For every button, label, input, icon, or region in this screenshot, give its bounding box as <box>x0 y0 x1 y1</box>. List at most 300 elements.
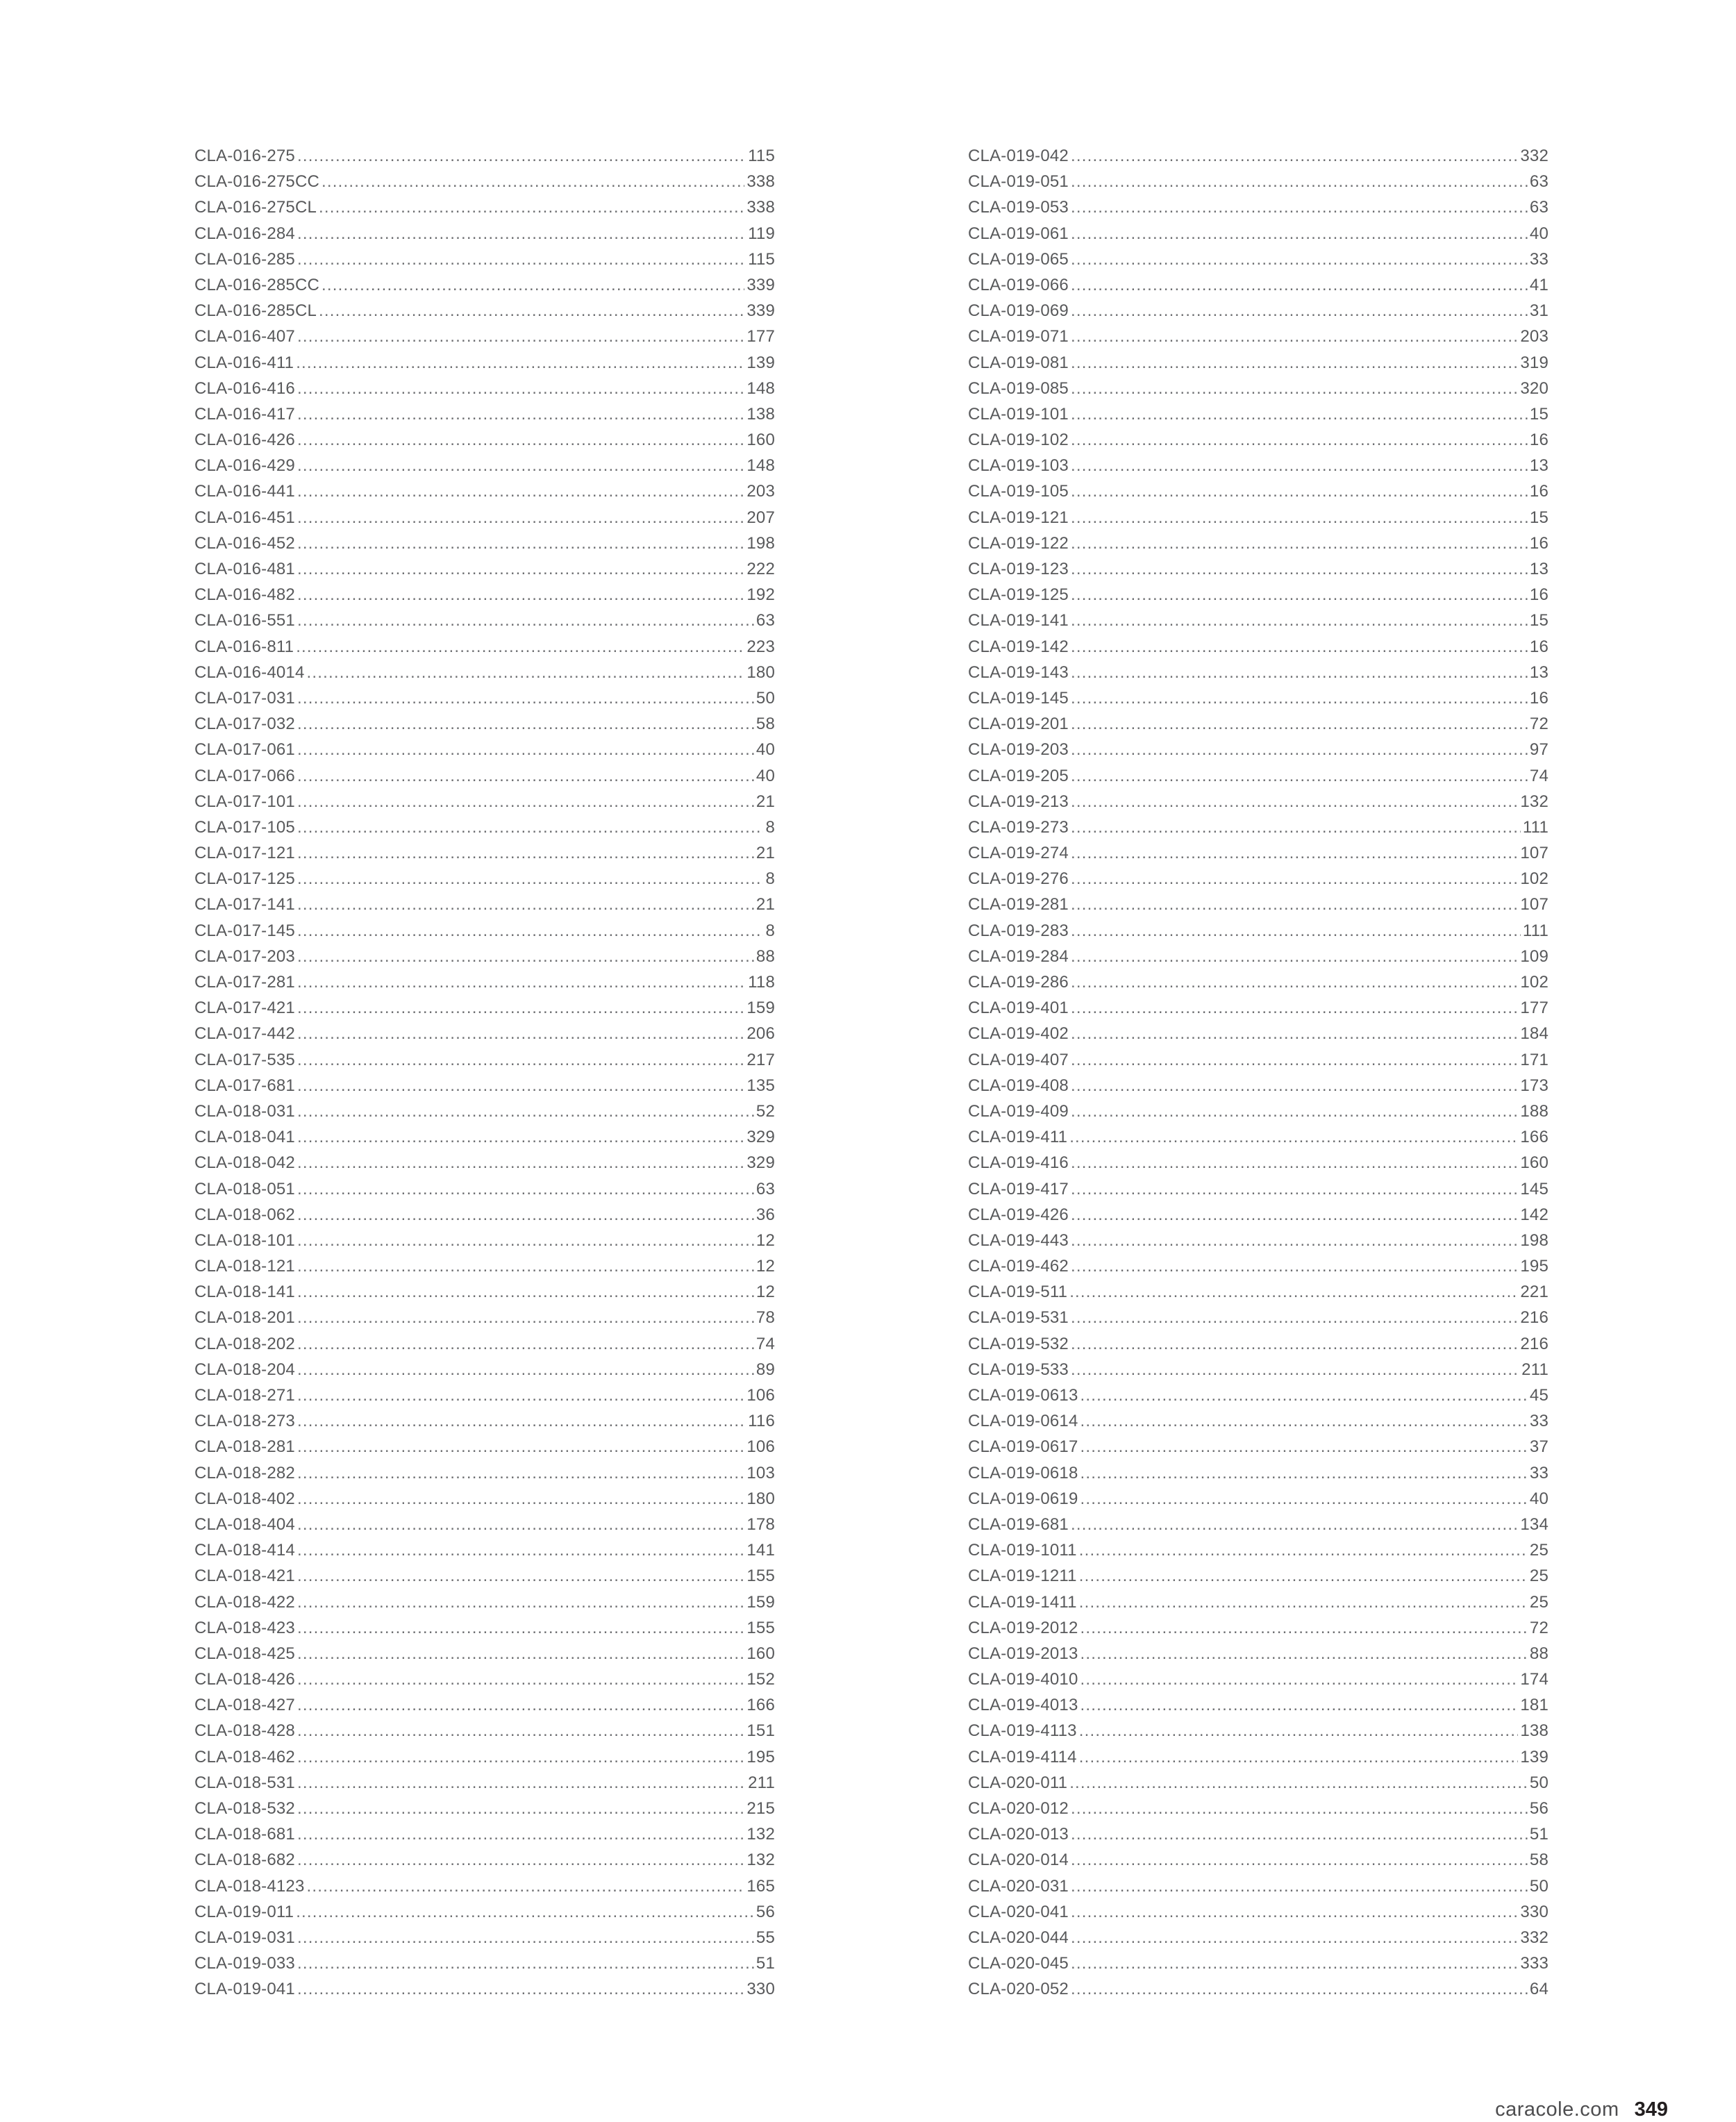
item-code: CLA-016-426 <box>194 431 295 450</box>
dot-leader <box>1080 1460 1528 1486</box>
dot-leader <box>1071 660 1528 685</box>
item-code: CLA-016-811 <box>194 637 294 656</box>
index-entry <box>194 1305 775 1330</box>
item-code: CLA-019-205 <box>968 766 1069 785</box>
index-entry <box>194 1021 775 1046</box>
page-reference: 177 <box>1520 999 1549 1018</box>
item-code: CLA-018-421 <box>194 1567 295 1586</box>
page-reference: 40 <box>756 766 775 785</box>
index-entry <box>968 324 1549 349</box>
dot-leader <box>1071 995 1518 1021</box>
page-reference: 135 <box>746 1076 775 1095</box>
index-entry <box>194 737 775 762</box>
dot-leader <box>1071 1228 1518 1253</box>
dot-leader <box>297 221 746 247</box>
item-code: CLA-018-422 <box>194 1592 295 1612</box>
index-entry <box>194 556 775 582</box>
index-entry <box>968 866 1549 892</box>
page-reference: 138 <box>1520 1721 1549 1741</box>
item-code: CLA-020-031 <box>968 1876 1069 1896</box>
item-code: CLA-020-041 <box>968 1902 1069 1921</box>
dot-leader <box>297 814 763 840</box>
page-reference: 339 <box>746 301 775 321</box>
dot-leader <box>1071 582 1528 608</box>
item-code: CLA-016-275CL <box>194 198 317 217</box>
dot-leader <box>297 918 763 944</box>
index-entry <box>968 1357 1549 1382</box>
index-entry <box>194 427 775 453</box>
page-reference: 148 <box>746 378 775 398</box>
page-reference: 78 <box>756 1308 775 1328</box>
page-reference: 211 <box>1521 1360 1549 1379</box>
dot-leader <box>1071 376 1518 401</box>
index-entry <box>968 1512 1549 1537</box>
index-entry <box>968 505 1549 530</box>
item-code: CLA-019-121 <box>968 508 1069 527</box>
page-reference: 33 <box>1529 1412 1549 1431</box>
index-entry <box>194 1098 775 1124</box>
dot-leader <box>297 1666 744 1692</box>
index-entry <box>968 763 1549 789</box>
index-entry <box>194 1641 775 1666</box>
item-code: CLA-019-532 <box>968 1334 1069 1353</box>
page-reference: 221 <box>1520 1283 1549 1302</box>
dot-leader <box>1080 1692 1519 1718</box>
page-reference: 106 <box>746 1386 775 1405</box>
page-reference: 89 <box>756 1360 775 1379</box>
page-reference: 25 <box>1529 1592 1549 1612</box>
page-reference: 160 <box>746 1644 775 1663</box>
dot-leader <box>297 1537 744 1563</box>
item-code: CLA-019-0618 <box>968 1463 1078 1482</box>
page-reference: 16 <box>1529 688 1549 708</box>
index-entry <box>194 1357 775 1382</box>
item-code: CLA-020-013 <box>968 1825 1069 1844</box>
dot-leader <box>1071 1021 1518 1046</box>
dot-leader <box>1071 1976 1528 2002</box>
dot-leader <box>1080 1666 1519 1692</box>
page-reference: 215 <box>746 1799 775 1818</box>
dot-leader <box>297 401 744 427</box>
item-code: CLA-019-2013 <box>968 1644 1078 1663</box>
page-reference: 16 <box>1529 533 1549 553</box>
dot-leader <box>297 1641 744 1666</box>
page-reference: 132 <box>746 1825 775 1844</box>
dot-leader <box>297 1098 754 1124</box>
page-reference: 41 <box>1529 275 1549 294</box>
page-reference: 12 <box>756 1257 775 1276</box>
dot-leader <box>1071 1873 1528 1899</box>
dot-leader <box>1071 1253 1518 1279</box>
page-reference: 151 <box>746 1721 775 1741</box>
item-code: CLA-016-275 <box>194 147 295 165</box>
dot-leader <box>319 298 744 324</box>
page-reference: 12 <box>756 1283 775 1302</box>
page-reference: 160 <box>1520 1153 1549 1173</box>
page-reference: 180 <box>746 662 775 682</box>
item-code: CLA-018-423 <box>194 1618 295 1637</box>
page-reference: 50 <box>1529 1773 1549 1792</box>
dot-leader <box>297 582 744 608</box>
page-reference: 134 <box>1520 1514 1549 1534</box>
item-code: CLA-019-4013 <box>968 1696 1078 1715</box>
item-code: CLA-018-682 <box>194 1851 295 1870</box>
dot-leader <box>297 1408 746 1434</box>
dot-leader <box>1071 350 1518 376</box>
page-reference: 330 <box>1520 1902 1549 1921</box>
index-entry <box>968 453 1549 478</box>
index-column-left <box>194 143 775 2003</box>
dot-leader <box>1071 1950 1518 1976</box>
page-reference: 51 <box>756 1954 775 1973</box>
page-reference: 12 <box>756 1230 775 1250</box>
item-code: CLA-016-407 <box>194 327 295 346</box>
item-code: CLA-019-125 <box>968 585 1069 605</box>
dot-leader <box>1071 478 1528 504</box>
page-reference: 181 <box>1520 1696 1549 1715</box>
index-entry <box>968 1073 1549 1098</box>
index-entry <box>194 918 775 944</box>
page-reference: 56 <box>756 1902 775 1921</box>
page-reference: 97 <box>1529 740 1549 760</box>
page-reference: 180 <box>746 1489 775 1508</box>
index-entry <box>194 1512 775 1537</box>
item-code: CLA-017-061 <box>194 740 295 760</box>
index-entry <box>968 1718 1549 1744</box>
dot-leader <box>1071 1925 1518 1950</box>
dot-leader <box>1080 1434 1528 1460</box>
index-entry <box>194 1821 775 1847</box>
dot-leader <box>1071 556 1528 582</box>
dot-leader <box>297 969 746 995</box>
dot-leader <box>1071 685 1528 711</box>
dot-leader <box>1071 918 1521 944</box>
index-entry <box>968 1150 1549 1176</box>
dot-leader <box>1071 1305 1518 1330</box>
dot-leader <box>297 530 744 556</box>
dot-leader <box>1079 1744 1519 1770</box>
item-code: CLA-018-531 <box>194 1773 295 1792</box>
index-entry <box>968 608 1549 633</box>
dot-leader <box>297 376 744 401</box>
item-code: CLA-019-283 <box>968 921 1069 940</box>
page-reference: 56 <box>1529 1799 1549 1818</box>
page-reference: 72 <box>1529 1618 1549 1637</box>
index-entry <box>968 1692 1549 1718</box>
index-entry <box>194 530 775 556</box>
item-code: CLA-019-408 <box>968 1076 1069 1095</box>
page-reference: 13 <box>1529 560 1549 578</box>
index-entry <box>968 1486 1549 1512</box>
page-reference: 339 <box>746 275 775 294</box>
item-code: CLA-018-051 <box>194 1179 295 1198</box>
item-code: CLA-019-101 <box>968 404 1069 424</box>
dot-leader <box>1071 1150 1518 1176</box>
dot-leader <box>297 1382 744 1408</box>
index-entry <box>968 1873 1549 1899</box>
index-entry <box>968 169 1549 194</box>
dot-leader <box>1069 1770 1528 1796</box>
index-entry <box>194 1279 775 1305</box>
page-reference: 40 <box>1529 1489 1549 1508</box>
item-code: CLA-018-681 <box>194 1825 295 1844</box>
index-entry <box>194 969 775 995</box>
dot-leader <box>297 143 746 169</box>
dot-leader <box>1071 324 1518 349</box>
dot-leader <box>297 1150 744 1176</box>
dot-leader <box>297 1124 744 1150</box>
index-entry <box>968 892 1549 917</box>
item-code: CLA-018-271 <box>194 1386 295 1405</box>
item-code: CLA-020-014 <box>968 1851 1069 1870</box>
index-entry <box>194 143 775 169</box>
item-code: CLA-017-141 <box>194 895 295 914</box>
page-reference: 118 <box>748 973 775 992</box>
page-reference: 8 <box>765 921 775 940</box>
dot-leader <box>1071 608 1528 633</box>
page-reference: 145 <box>1520 1179 1549 1198</box>
page-reference: 141 <box>746 1541 775 1560</box>
item-code: CLA-019-4113 <box>968 1721 1077 1741</box>
index-entry <box>194 1460 775 1486</box>
item-code: CLA-019-0613 <box>968 1386 1078 1405</box>
item-code: CLA-017-535 <box>194 1050 295 1069</box>
index-entry <box>968 1770 1549 1796</box>
index-entry <box>194 1692 775 1718</box>
index-entry <box>968 401 1549 427</box>
item-code: CLA-019-201 <box>968 715 1069 734</box>
dot-leader <box>1079 1718 1519 1744</box>
index-entry <box>194 1202 775 1228</box>
item-code: CLA-016-417 <box>194 404 295 424</box>
index-entry <box>968 221 1549 247</box>
index-entry <box>194 1847 775 1873</box>
index-entry <box>968 814 1549 840</box>
item-code: CLA-019-011 <box>194 1902 294 1921</box>
dot-leader <box>297 944 754 969</box>
index-entry <box>968 634 1549 660</box>
page-reference: 211 <box>748 1773 775 1792</box>
dot-leader <box>297 840 754 866</box>
page-reference: 138 <box>746 404 775 424</box>
page-reference: 203 <box>1520 327 1549 346</box>
index-entry <box>968 1899 1549 1925</box>
index-entry <box>968 1460 1549 1486</box>
item-code: CLA-017-145 <box>194 921 295 940</box>
page-reference: 50 <box>1529 1876 1549 1896</box>
dot-leader <box>1071 221 1528 247</box>
page-reference: 111 <box>1522 921 1549 940</box>
item-code: CLA-018-4123 <box>194 1876 305 1896</box>
index-entry <box>968 969 1549 995</box>
dot-leader <box>1071 969 1518 995</box>
item-code: CLA-019-426 <box>968 1205 1069 1224</box>
dot-leader <box>1071 1821 1528 1847</box>
page-reference: 159 <box>746 1592 775 1612</box>
item-code: CLA-016-551 <box>194 611 295 630</box>
page-reference: 139 <box>1520 1747 1549 1766</box>
page-reference: 160 <box>746 431 775 450</box>
page-reference: 155 <box>746 1567 775 1586</box>
page-reference: 132 <box>746 1851 775 1870</box>
item-code: CLA-019-1411 <box>968 1592 1077 1612</box>
index-entry <box>194 582 775 608</box>
page-reference: 40 <box>1529 224 1549 243</box>
item-code: CLA-018-202 <box>194 1334 295 1353</box>
dot-leader <box>1071 143 1518 169</box>
index-entry <box>968 530 1549 556</box>
item-code: CLA-019-4010 <box>968 1670 1078 1689</box>
page-reference: 55 <box>756 1928 775 1947</box>
page-reference: 171 <box>1520 1050 1549 1069</box>
page-reference: 119 <box>748 224 775 243</box>
dot-leader <box>297 1563 744 1589</box>
item-code: CLA-016-429 <box>194 456 295 476</box>
item-code: CLA-019-085 <box>968 378 1069 398</box>
item-code: CLA-017-031 <box>194 688 295 708</box>
dot-leader <box>296 1899 754 1925</box>
index-entry <box>194 1176 775 1202</box>
dot-leader <box>297 1357 754 1382</box>
page-reference: 165 <box>746 1876 775 1896</box>
index-entry <box>194 1950 775 1976</box>
index-entry <box>968 685 1549 711</box>
item-code: CLA-016-441 <box>194 482 295 501</box>
dot-leader <box>297 789 754 814</box>
item-code: CLA-019-0619 <box>968 1489 1078 1508</box>
dot-leader <box>297 1305 754 1330</box>
index-entry <box>968 1253 1549 1279</box>
page-reference: 329 <box>746 1153 775 1173</box>
dot-leader <box>297 427 744 453</box>
index-entry <box>194 892 775 917</box>
page-reference: 320 <box>1520 378 1549 398</box>
index-entry <box>194 1228 775 1253</box>
index-entry <box>968 1124 1549 1150</box>
index-entry <box>194 272 775 298</box>
item-code: CLA-019-051 <box>968 172 1069 192</box>
index-entry <box>194 1408 775 1434</box>
index-entry <box>194 1382 775 1408</box>
page-number: 349 <box>1634 2098 1668 2121</box>
item-code: CLA-019-273 <box>968 817 1069 837</box>
dot-leader <box>319 194 744 220</box>
page-reference: 51 <box>1529 1825 1549 1844</box>
index-entry <box>968 737 1549 762</box>
dot-leader <box>1071 272 1528 298</box>
item-code: CLA-018-427 <box>194 1696 295 1715</box>
page-reference: 106 <box>746 1437 775 1457</box>
index-entry <box>968 1563 1549 1589</box>
dot-leader <box>1071 1202 1518 1228</box>
index-entry <box>968 1331 1549 1357</box>
dot-leader <box>297 866 763 892</box>
index-entry <box>968 427 1549 453</box>
dot-leader <box>1079 1563 1528 1589</box>
page-reference: 107 <box>1520 844 1549 863</box>
page-reference: 21 <box>756 792 775 811</box>
dot-leader <box>1071 789 1518 814</box>
item-code: CLA-019-0614 <box>968 1412 1078 1431</box>
dot-leader <box>297 1847 744 1873</box>
item-code: CLA-019-443 <box>968 1230 1069 1250</box>
page-reference: 58 <box>756 715 775 734</box>
page-reference: 223 <box>746 637 775 656</box>
item-code: CLA-019-1011 <box>968 1541 1077 1560</box>
index-entry <box>968 1098 1549 1124</box>
item-code: CLA-019-102 <box>968 431 1069 450</box>
item-code: CLA-018-273 <box>194 1412 295 1431</box>
item-code: CLA-016-451 <box>194 508 295 527</box>
page-reference: 16 <box>1529 482 1549 501</box>
item-code: CLA-019-4114 <box>968 1747 1077 1766</box>
page-reference: 15 <box>1529 611 1549 630</box>
page-reference: 166 <box>746 1696 775 1715</box>
item-code: CLA-016-275CC <box>194 172 320 192</box>
index-entry <box>194 1718 775 1744</box>
index-entry <box>194 685 775 711</box>
index-entry <box>194 866 775 892</box>
index-entry <box>194 478 775 504</box>
item-code: CLA-017-442 <box>194 1024 295 1044</box>
index-entry <box>968 247 1549 272</box>
page-footer <box>1495 2098 1668 2121</box>
dot-leader <box>297 1589 744 1615</box>
index-entry <box>194 1925 775 1950</box>
item-code: CLA-017-681 <box>194 1076 295 1095</box>
index-entry <box>968 1537 1549 1563</box>
dot-leader <box>297 556 744 582</box>
item-code: CLA-017-281 <box>194 973 295 992</box>
page-reference: 107 <box>1520 895 1549 914</box>
dot-leader <box>1071 814 1521 840</box>
index-entry <box>194 944 775 969</box>
page-reference: 115 <box>748 147 775 165</box>
item-code: CLA-019-274 <box>968 844 1069 863</box>
item-code: CLA-019-031 <box>194 1928 295 1947</box>
index-entry <box>194 1124 775 1150</box>
index-entry <box>968 1202 1549 1228</box>
page-reference: 332 <box>1520 1928 1549 1947</box>
dot-leader <box>297 1821 744 1847</box>
page-reference: 177 <box>746 327 775 346</box>
index-entry <box>968 582 1549 608</box>
dot-leader <box>297 1073 744 1098</box>
dot-leader <box>1071 1899 1518 1925</box>
item-code: CLA-020-012 <box>968 1799 1069 1818</box>
page-reference: 111 <box>1522 817 1549 837</box>
item-code: CLA-018-042 <box>194 1153 295 1173</box>
page-reference: 103 <box>746 1463 775 1482</box>
dot-leader <box>297 1176 754 1202</box>
page-reference: 25 <box>1529 1567 1549 1586</box>
index-entry <box>968 1434 1549 1460</box>
index-entry <box>968 1796 1549 1821</box>
item-code: CLA-019-2012 <box>968 1618 1078 1637</box>
dot-leader <box>297 1692 744 1718</box>
item-code: CLA-018-204 <box>194 1360 295 1379</box>
index-entry <box>194 1331 775 1357</box>
index-entry <box>194 1073 775 1098</box>
item-code: CLA-017-203 <box>194 946 295 966</box>
page-reference: 109 <box>1520 946 1549 966</box>
page-reference: 207 <box>746 508 775 527</box>
index-entry <box>968 711 1549 737</box>
page-reference: 50 <box>756 688 775 708</box>
index-entry <box>194 1047 775 1073</box>
index-entry <box>194 376 775 401</box>
item-code: CLA-018-281 <box>194 1437 295 1457</box>
